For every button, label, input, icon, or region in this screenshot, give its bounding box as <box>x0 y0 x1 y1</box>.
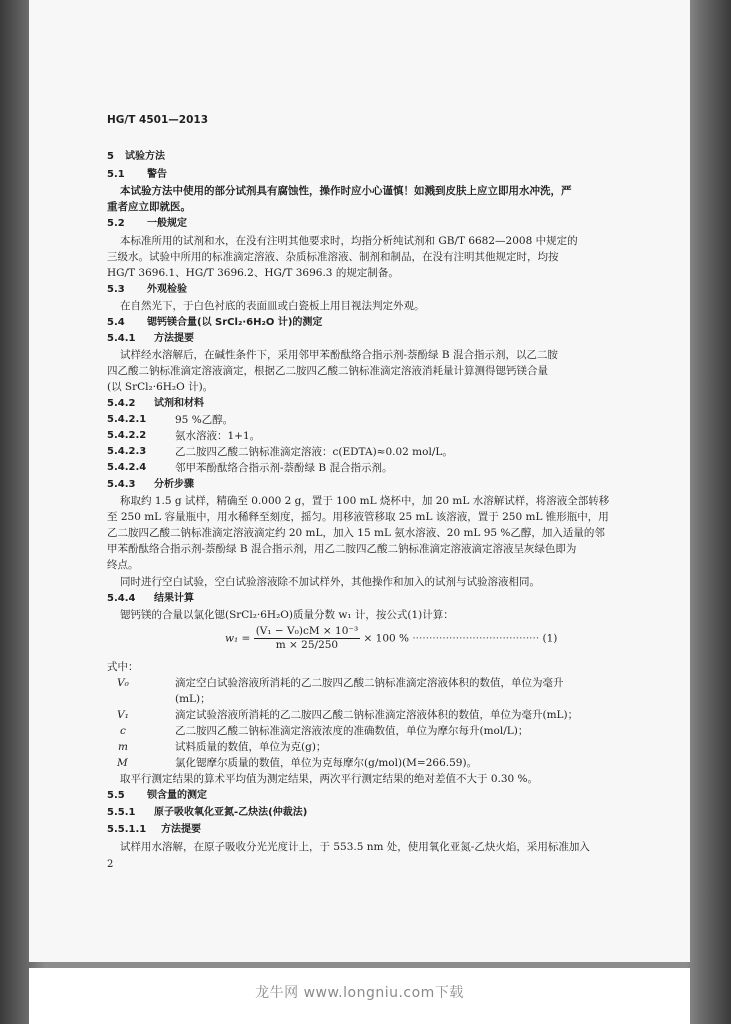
paragraph-line: 在自然光下，于白色衬底的表面皿或白瓷板上用目视法判定外观。 <box>120 300 425 312</box>
formula-lhs: w₁ = <box>225 632 251 645</box>
section-5-4-1-title: 方法提要 <box>154 333 194 344</box>
variable-description: 滴定空白试验溶液所消耗的乙二胺四乙酸二钠标准滴定溶液体积的数值，单位为毫升 <box>175 677 564 689</box>
section-5-title: 试验方法 <box>125 151 165 162</box>
variable-symbol: V₀ <box>117 677 129 689</box>
paragraph-line: (以 SrCl₂·6H₂O 计)。 <box>107 381 214 393</box>
item-text: 乙二胺四乙酸二钠标准滴定溶液：c(EDTA)≈0.02 mol/L。 <box>175 446 453 458</box>
section-5-2-number: 5.2 <box>107 218 125 229</box>
item-text: 氨水溶液：1+1。 <box>175 430 261 442</box>
formula-leader-dots: ······································ <box>412 632 540 645</box>
section-5-4-number: 5.4 <box>107 317 125 328</box>
section-5-4-1-number: 5.4.1 <box>107 333 136 344</box>
item-number: 5.4.2.1 <box>107 414 147 425</box>
watermark-footer <box>29 968 690 1024</box>
section-5-1-title: 警告 <box>147 169 167 180</box>
warning-line-2: 重者应立即就医。 <box>107 201 191 213</box>
section-5-4-title: 锶钙镁合量(以 SrCl₂·6H₂O 计)的测定 <box>147 317 323 328</box>
paragraph-line: 试样经水溶解后，在碱性条件下，采用邻甲苯酚酞络合指示剂-萘酚绿 B 混合指示剂，以乙二胺 <box>120 349 558 361</box>
variable-symbol: m <box>118 741 128 753</box>
section-5-5-title: 钡含量的测定 <box>147 790 207 801</box>
formula-numerator: (V₁ − V₀)cM × 10⁻³ <box>255 625 359 637</box>
page-number: 2 <box>107 859 114 870</box>
variable-description: 乙二胺四乙酸二钠标准滴定溶液浓度的准确数值，单位为摩尔每升(mol/L)； <box>175 725 529 737</box>
section-5-3-number: 5.3 <box>107 284 125 295</box>
paragraph-line: 乙二胺四乙酸二钠标准滴定溶液滴定约 20 mL，加入 15 mL 氨水溶液、20 mL 95 %乙醇，加入适量的邻 <box>107 527 605 539</box>
paragraph-line: 四乙酸二钠标准滴定溶液滴定，根据乙二胺四乙酸二钠标准滴定溶液消耗量计算测得锶钙镁合量 <box>107 365 548 377</box>
section-5-number: 5 <box>107 151 114 162</box>
section-5-5-1-title: 原子吸收氧化亚氮-乙炔法(仲裁法) <box>154 807 308 818</box>
section-5-3-title: 外观检验 <box>147 284 187 295</box>
paragraph-line: 试样用水溶解，在原子吸收分光光度计上，于 553.5 nm 处，使用氧化亚氮-乙炔火焰，采用标准加入 <box>120 841 590 853</box>
footer-text: 龙牛网 www.longniu.com下载 <box>255 985 464 1001</box>
item-number: 5.4.2.3 <box>107 446 147 457</box>
variable-symbol: c <box>120 725 126 737</box>
variable-description: 试料质量的数值，单位为克(g)； <box>175 741 327 753</box>
item-number: 5.4.2.2 <box>107 430 147 441</box>
formula-denominator: m × 25/250 <box>275 639 339 651</box>
section-5-4-4-number: 5.4.4 <box>107 593 136 604</box>
section-5-2-title: 一般规定 <box>147 218 187 229</box>
warning-line-1: 本试验方法中使用的部分试剂具有腐蚀性，操作时应小心谨慎！如溅到皮肤上应立即用水冲洗，严 <box>120 185 572 197</box>
formula-fraction <box>254 625 360 652</box>
section-5-5-1-1-title: 方法提要 <box>161 824 201 835</box>
section-5-5-1-number: 5.5.1 <box>107 807 136 818</box>
paragraph-line: HG/T 3696.1、HG/T 3696.2、HG/T 3696.3 的规定制备。 <box>107 267 399 279</box>
section-5-4-3-number: 5.4.3 <box>107 479 136 490</box>
formula-equation-number: (1) <box>542 632 558 645</box>
variable-symbol: M <box>117 757 128 769</box>
section-5-4-3-title: 分析步骤 <box>154 479 194 490</box>
section-5-5-number: 5.5 <box>107 790 125 801</box>
where-label: 式中： <box>107 661 139 673</box>
variable-description: (mL)； <box>175 693 211 705</box>
paragraph-line: 取平行测定结果的算术平均值为测定结果，两次平行测定结果的绝对差值不大于 0.30 %。 <box>120 773 539 785</box>
standard-number: HG/T 4501—2013 <box>107 114 209 126</box>
item-text: 95 %乙醇。 <box>175 414 234 426</box>
item-text: 邻甲苯酚酞络合指示剂-萘酚绿 B 混合指示剂。 <box>175 462 393 474</box>
paragraph-line: 至 250 mL 容量瓶中，用水稀释至刻度，摇匀。用移液管移取 25 mL 该溶液，置于 250 mL 锥形瓶中，用 <box>107 511 609 523</box>
paragraph-line: 称取约 1.5 g 试样，精确至 0.000 2 g，置于 100 mL 烧杯中，加 20 mL 水溶解试样，将溶液全部转移 <box>120 495 610 507</box>
document-page <box>29 0 690 962</box>
formula-rhs: × 100 % <box>363 632 409 645</box>
section-5-4-2-title: 试剂和材料 <box>154 398 204 409</box>
variable-description: 氯化锶摩尔质量的数值，单位为克每摩尔(g/mol)(M=266.59)。 <box>175 757 478 769</box>
section-5-4-2-number: 5.4.2 <box>107 398 136 409</box>
section-5-4-4-title: 结果计算 <box>154 593 194 604</box>
variable-symbol: V₁ <box>117 709 129 721</box>
section-5-1-number: 5.1 <box>107 169 125 180</box>
paragraph-line: 同时进行空白试验，空白试验溶液除不加试样外，其他操作和加入的试剂与试验溶液相同。 <box>120 576 540 588</box>
paragraph-line: 本标准所用的试剂和水，在没有注明其他要求时，均指分析纯试剂和 GB/T 6682—2008 中规定的 <box>120 235 578 247</box>
paragraph-line: 三级水。试验中所用的标准滴定溶液、杂质标准溶液、制剂和制品，在没有注明其他规定时，均按 <box>107 251 559 263</box>
item-number: 5.4.2.4 <box>107 462 147 473</box>
formula-1 <box>225 625 557 652</box>
paragraph-line: 终点。 <box>107 559 139 571</box>
section-5-5-1-1-number: 5.5.1.1 <box>107 824 147 835</box>
paragraph-line: 甲苯酚酞络合指示剂-萘酚绿 B 混合指示剂，用乙二胺四乙酸二钠标准滴定溶液滴定溶液呈灰绿色即为 <box>107 543 577 555</box>
paragraph-line: 锶钙镁的合量以氯化锶(SrCl₂·6H₂O)质量分数 w₁ 计，按公式(1)计算： <box>120 609 454 621</box>
variable-description: 滴定试验溶液所消耗的乙二胺四乙酸二钠标准滴定溶液体积的数值，单位为毫升(mL)； <box>175 709 579 721</box>
